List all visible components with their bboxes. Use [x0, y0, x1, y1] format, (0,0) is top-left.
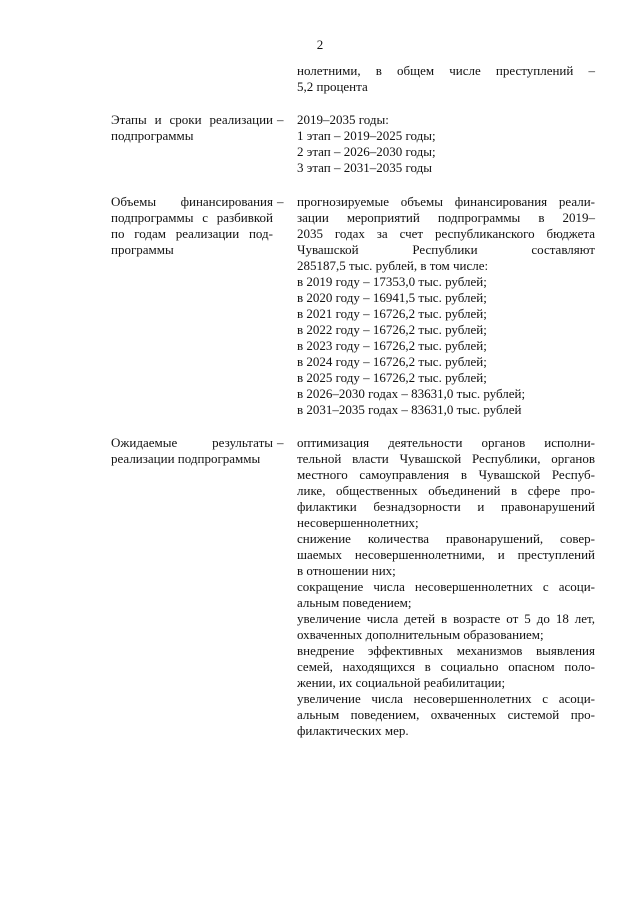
section-label-line: Ожидаемые результаты [111, 435, 273, 450]
section-value-line: увеличение числа несовершеннолетних с асоци- [297, 691, 595, 706]
section-label-line: реализации подпрограммы [111, 451, 261, 466]
section-value-line: филактики безнадзорности и правонарушений [297, 499, 595, 514]
continuation-line: 5,2 процента [297, 79, 368, 94]
section-value-line: увеличение числа детей в возрасте от 5 до 18 лет, [297, 611, 595, 626]
continuation-line: нолетними, в общем числе преступлений – [297, 63, 595, 78]
section-value-line: в 2019 году – 17353,0 тыс. рублей; [297, 274, 487, 289]
section-value-line: в 2021 году – 16726,2 тыс. рублей; [297, 306, 487, 321]
section-label-line: программы [111, 242, 174, 257]
section-value-line: 1 этап – 2019–2025 годы; [297, 128, 436, 143]
section-value-line: охваченных дополнительным образованием; [297, 627, 544, 642]
section-value-line: филактических мер. [297, 723, 409, 738]
section-value-line: несовершеннолетних; [297, 515, 419, 530]
section-value-line: семей, находящихся в социально опасном поло- [297, 659, 595, 674]
section-value-line: 2019–2035 годы: [297, 112, 389, 127]
section-value-line: лике, общественных объединений в сфере про- [297, 483, 595, 498]
section-value-line: внедрение эффективных механизмов выявления [297, 643, 595, 658]
section-value-line: в 2020 году – 16941,5 тыс. рублей; [297, 290, 487, 305]
section-value-line: тельной власти Чувашской Республики, органов [297, 451, 595, 466]
section-value-line: 2035 годах за счет республиканского бюджета [297, 226, 595, 241]
section-value-line: снижение количества правонарушений, совер- [297, 531, 595, 546]
dash-separator: – [277, 112, 284, 127]
section-value-line: жении, их социальной реабилитации; [297, 675, 506, 690]
section-value-line: сокращение числа несовершеннолетних с асоци- [297, 579, 595, 594]
section-value-line: в 2023 году – 16726,2 тыс. рублей; [297, 338, 487, 353]
section-value-line: альным поведением; [297, 595, 412, 610]
section-value-line: Чувашской Республики составляют [297, 242, 595, 257]
section-value-line: оптимизация деятельности органов исполни- [297, 435, 595, 450]
section-value-line: в 2024 году – 16726,2 тыс. рублей; [297, 354, 487, 369]
section-value-line: в 2026–2030 годах – 83631,0 тыс. рублей; [297, 386, 526, 401]
section-label-line: Объемы финансирования [111, 194, 273, 209]
section-value-line: 2 этап – 2026–2030 годы; [297, 144, 436, 159]
section-label-line: подпрограммы [111, 128, 194, 143]
section-value-line: альным поведением, охваченных системой про- [297, 707, 595, 722]
section-label-line: Этапы и сроки реализации [111, 112, 273, 127]
section-value-line: зации мероприятий подпрограммы в 2019– [297, 210, 595, 225]
section-value-line: в 2025 году – 16726,2 тыс. рублей; [297, 370, 487, 385]
dash-separator: – [277, 435, 284, 450]
page-number: 2 [316, 37, 324, 52]
section-value-line: 3 этап – 2031–2035 годы [297, 160, 432, 175]
section-label-line: подпрограммы с разбивкой [111, 210, 273, 225]
section-value-line: прогнозируемые объемы финансирования реали- [297, 194, 595, 209]
section-label-line: по годам реализации под- [111, 226, 273, 241]
section-value-line: в отношении них; [297, 563, 396, 578]
section-value-line: 285187,5 тыс. рублей, в том числе: [297, 258, 489, 273]
section-value-line: шаемых несовершеннолетними, и преступлений [297, 547, 595, 562]
section-value-line: местного самоуправления в Чувашской Респуб- [297, 467, 595, 482]
section-value-line: в 2031–2035 годах – 83631,0 тыс. рублей [297, 402, 522, 417]
dash-separator: – [277, 194, 284, 209]
section-value-line: в 2022 году – 16726,2 тыс. рублей; [297, 322, 487, 337]
